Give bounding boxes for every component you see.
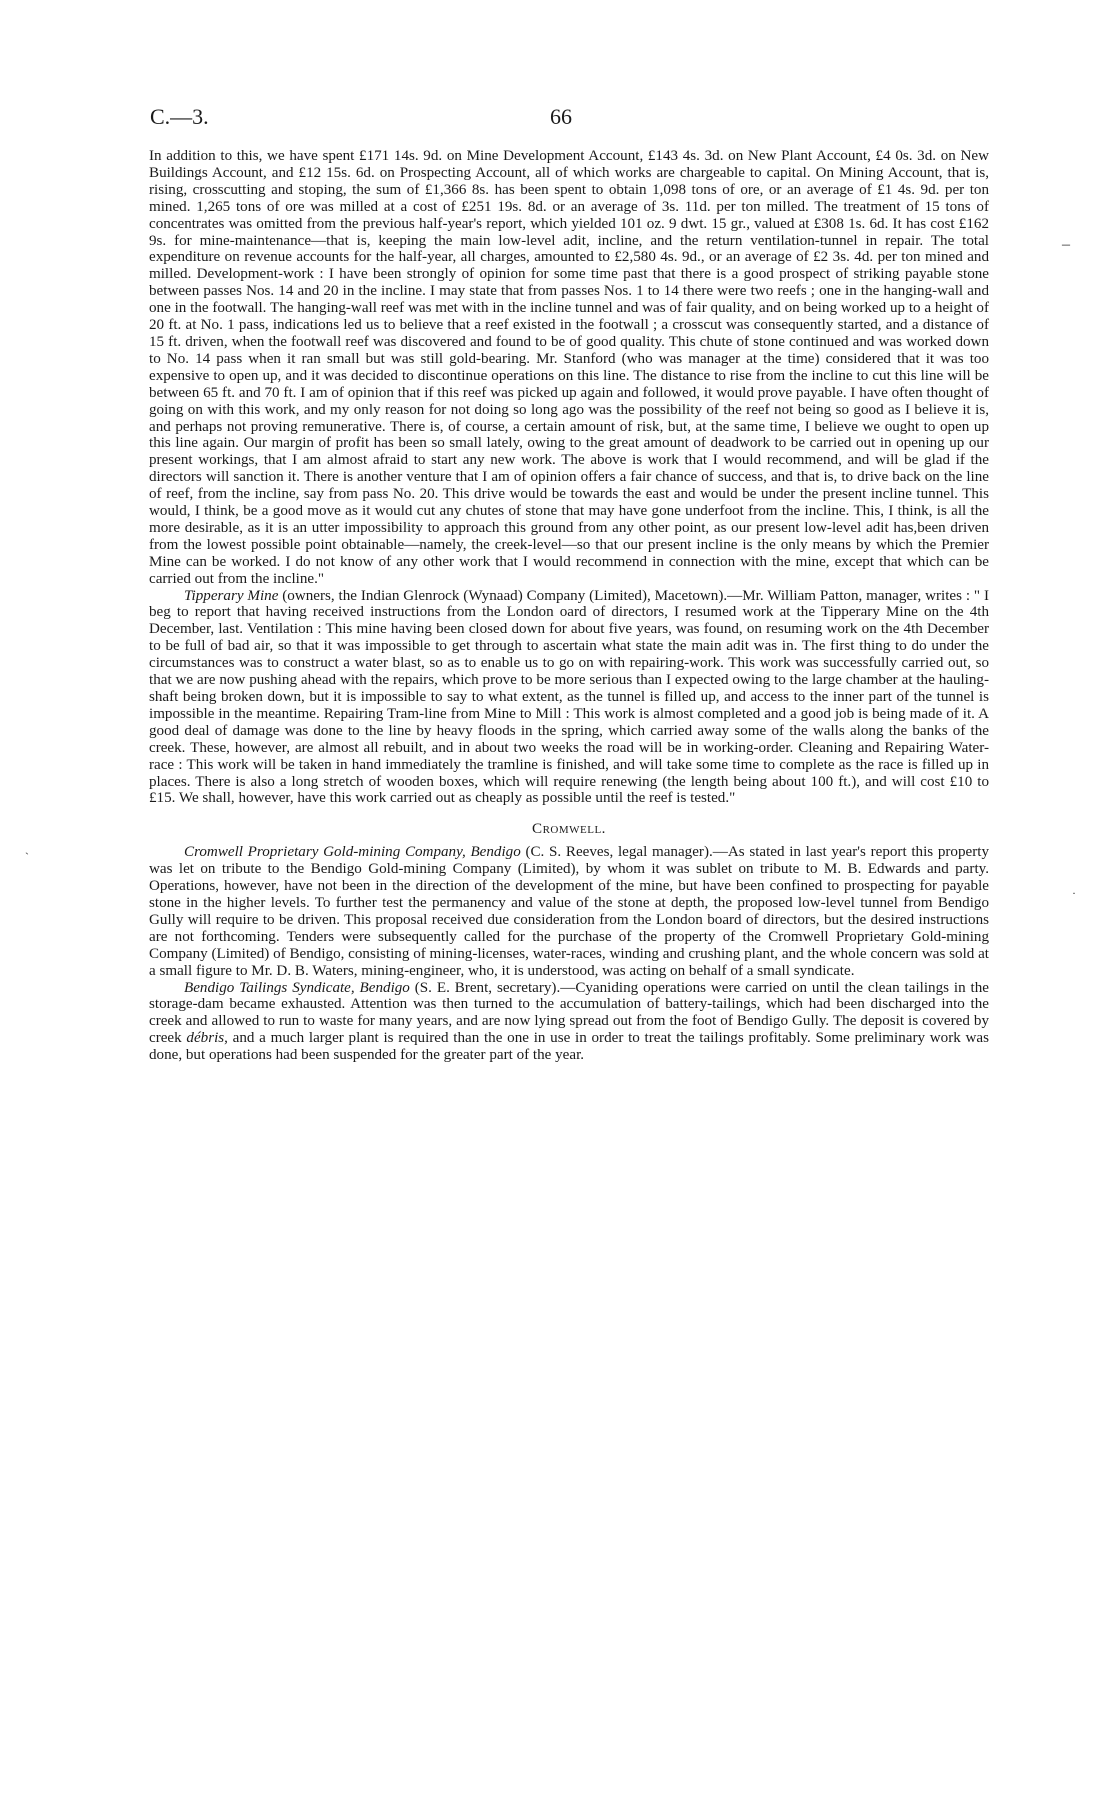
margin-tick-mark-right: ·	[1072, 886, 1076, 900]
tipperary-mine-text: (owners, the Indian Glenrock (Wynaad) Company (Limited), Macetown).—Mr. William Patton, manager, writes : " I beg to report that having received instructions from the London oard of directors, I resumed work at the Tipperary Mine on the 4th December, last. Ventilation : This mine having been closed down for about five years, was found, on resuming work on the 4th December to be full of bad air, so that it was impossible to get through to ascertain what state the main adit was in. The first thing to do under the circumstances was to construct a water blast, so as to enable us to go on with repairing-work. This work was successfully carried out, so that we are now pushing ahead with the repairs, which prove to be more serious than I expected owing to the large chamber at the hauling-shaft being broken down, but it is impossible to say to what extent, as the tunnel is filled up, and access to the inner part of the tunnel is impossible in the meantime. Repairing Tram-line from Mine to Mill : This work is almost completed and a good job is being made of it. A good deal of damage was done to the line by heavy floods in the spring, which carried away some of the walls along the banks of the creek. These, however, are almost all rebuilt, and in about two weeks the road will be in working-order. Cleaning and Repairing Water-race : This work will be taken in hand immediately the tramline is finished, and will take some time to complete as the race is filled up in places. There is also a long stretch of wooden boxes, which will require renewing (the length being about 100 ft.), and will cost £10 to £15. We shall, however, have this work carried out as cheaply as possible until the reef is tested."	[149, 587, 989, 807]
tipperary-mine-title: Tipperary Mine	[184, 587, 279, 604]
paragraph-bendigo-tailings	[149, 980, 989, 1065]
bendigo-tailings-text-b: , and a much larger plant is required than the one in use in order to treat the tailings profitably. Some preliminary work was done, but operations had been suspended for the greater part of the year.	[149, 1030, 989, 1064]
bendigo-tailings-text-a: (S. E. Brent, secretary).—Cyaniding operations were carried on until the clean tailings in the storage-dam became exhausted. Attention was then turned to the accumulation of battery-tailings, which had been discharged into the creek and allowed to run to waste for many years, and are now lying spread out from the foot of Bendigo Gully. The deposit is covered by creek	[149, 979, 989, 1047]
cromwell-proprietary-text: (C. S. Reeves, legal manager).—As stated in last year's report this property was let on tribute to the Bendigo Gold-mining Company (Limited), by whom it was sublet on tribute to M. B. Edwards and party. Operations, however, have not been in the direction of the development of the mine, but have been confined to prospecting for payable stone in the higher levels. To further test the permanency and value of the stone at depth, the proposed low-level tunnel from Bendigo Gully will require to be driven. This proposal received due consideration from the London board of directors, but the desired instructions are not forthcoming. Tenders were subsequently called for the purchase of the property of the Cromwell Proprietary Gold-mining Company (Limited) of Bendigo, consisting of mining-licenses, water-races, winding and crushing plant, and the whole concern was sold at a small figure to Mr. D. B. Waters, mining-engineer, who, it is understood, was acting on behalf of a small syndicate.	[149, 844, 989, 979]
document-code: C.—3.	[150, 104, 209, 129]
cromwell-proprietary-title: Cromwell Proprietary Gold-mining Company, Bendigo	[184, 844, 521, 861]
page-body	[149, 148, 989, 1064]
page-number: 66	[550, 104, 572, 129]
page-header	[150, 104, 990, 134]
bendigo-tailings-title: Bendigo Tailings Syndicate, Bendigo	[184, 979, 410, 996]
margin-dash-mark: –	[1062, 236, 1070, 253]
paragraph-cromwell-proprietary	[149, 844, 989, 979]
paragraph-premier-mine-continued: In addition to this, we have spent £171 14s. 9d. on Mine Development Account, £143 4s. 3d. on New Plant Account, £4 0s. 3d. on New Buildings Account, and £12 15s. 6d. on Prospecting Account, all of which works are chargeable to capital. On Mining Account, that is, rising, crosscutting and stoping, the sum of £1,366 8s. has been spent to obtain 1,098 tons of ore, or an average of £1 4s. 9d. per ton mined. 1,265 tons of ore was milled at a cost of £251 19s. 8d. or an average of 3s. 11d. per ton milled. The treatment of 15 tons of concentrates was omitted from the previous half-year's report, which yielded 101 oz. 9 dwt. 15 gr., valued at £308 1s. 6d. It has cost £162 9s. for mine-maintenance—that is, keeping the main low-level adit, incline, and the return ventilation-tunnel in repair. The total expenditure on revenue accounts for the half-year, all charges, amounted to £2,580 4s. 9d., or an average of £2 3s. 4d. per ton mined and milled. Development-work : I have been strongly of opinion for some time past that there is a good prospect of striking payable stone between passes Nos. 14 and 20 in the incline. I may state that from passes Nos. 1 to 14 there were two reefs ; one in the hanging-wall and one in the footwall. The hanging-wall reef was met with in the incline tunnel and was of fair quality, and on being worked up to a height of 20 ft. at No. 1 pass, indications led us to believe that a reef existed in the footwall ; a crosscut was consequently started, and a distance of 15 ft. driven, when the footwall reef was discovered and found to be of good quality. This chute of stone continued and was worked down to No. 14 pass when it ran small but was still gold-bearing. Mr. Stanford (who was manager at the time) considered that it was too expensive to open up, and it was decided to discontinue operations on this line. The distance to rise from the incline to cut this line will be between 65 ft. and 70 ft. I am of opinion that if this reef was picked up again and followed, it would prove payable. I have often thought of going on with this work, and my only reason for not doing so long ago was the possibility of the reef not being so good as I believe it is, and perhaps not proving remunerative. There is, of course, a certain amount of risk, but, at the same time, I believe we ought to open up this line again. Our margin of profit has been so small lately, owing to the great amount of deadwork to be carried out in opening up our present workings, that I am almost afraid to start any new work. The above is work that I would recommend, and will be glad if the directors will sanction it. There is another venture that I am of opinion offers a fair chance of success, and that is, to drive back on the line of reef, from the incline, say from pass No. 20. This drive would be towards the east and would be under the present incline tunnel. This would, I think, be a good move as it would cut any chutes of stone that may have gone underfoot from the incline. This, I think, is all the more desirable, as it is an utter impossibility to approach this ground from any other point, as our present low-level adit has,been driven from the lowest possible point obtainable—namely, the creek-level—so that our present incline is the only means by which the Premier Mine can be worked. I do not know of any other work that I would recommend in connection with the mine, except that which can be carried out from the incline."	[149, 148, 989, 587]
margin-tick-mark: `	[25, 850, 29, 864]
paragraph-tipperary-mine	[149, 588, 989, 808]
bendigo-tailings-italic-word: débris	[186, 1030, 225, 1047]
section-heading-cromwell: Cromwell.	[532, 821, 606, 838]
